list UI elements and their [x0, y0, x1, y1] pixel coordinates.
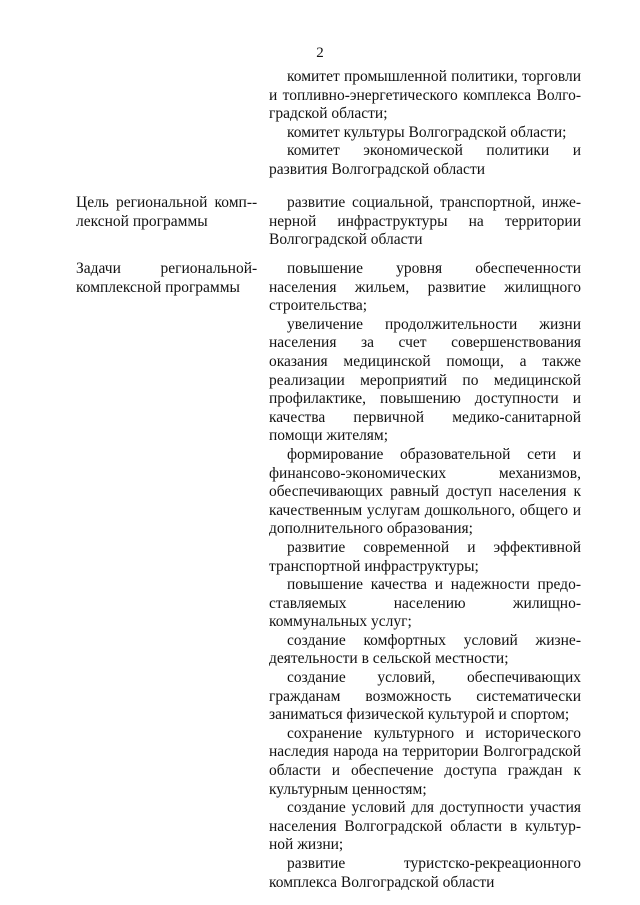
list-item: создание комфортных условий жизнедеятельности в сельской местности;: [269, 631, 581, 668]
page-number: 2: [316, 45, 324, 61]
list-item: сохранение культурного и исторического наследия народа на территории Волгоградской области и обеспечение доступа граждан к культурным ценностям;: [269, 724, 581, 798]
list-item: повышение качества и надежности предоставляемых населению жилищно-коммунальных услуг;: [269, 576, 581, 631]
list-item: развитие современной и эффективной транспортной инфраструктуры;: [269, 538, 581, 575]
tasks-label: Задачи региональной комплексной программы: [76, 260, 252, 296]
list-item: развитие социальной, транспортной, инженерной инфраструктуры на территории Волгоградской области: [269, 194, 581, 249]
list-item: формирование образовательной сети и финансово-экономических механизмов, обеспечивающих равный доступ населения к качественным услугам дошкольного, общего и дополнительного образования;: [269, 445, 581, 538]
list-item: комитет экономической политики и развития Волгоградской области: [269, 142, 581, 178]
goal-label: Цель региональной комплексной программы: [76, 194, 252, 230]
continuation-content: [269, 68, 581, 180]
list-item: повышение уровня обеспеченности населения жильем, развитие жилищного строительства;: [269, 260, 581, 315]
list-item: увеличение продолжительности жизни населения за счет совершенствования оказания медицинской помощи, а также реализации мероприятий по медицинской профилактике, повышению доступности и качества первичной медико-санитарной помощи жителям;: [269, 315, 581, 445]
tasks-content: [269, 260, 581, 892]
list-item: создание условий, обеспечивающих гражданам возможность систематически заниматься физической культурой и спортом;: [269, 669, 581, 724]
tasks-dash: -: [252, 260, 258, 277]
goal-dash: -: [252, 194, 258, 211]
list-item: комитет промышленной политики, торговли и топливно-энергетического комплекса Волгоградской области;: [269, 68, 581, 123]
list-item: комитет культуры Волгоградской области;: [287, 123, 567, 141]
list-item: развитие туристско-рекреационного комплекса Волгоградской области: [269, 855, 581, 891]
goal-content: [269, 194, 581, 250]
list-item: создание условий для доступности участия населения Волгоградской области в культурной жизни;: [269, 799, 581, 854]
